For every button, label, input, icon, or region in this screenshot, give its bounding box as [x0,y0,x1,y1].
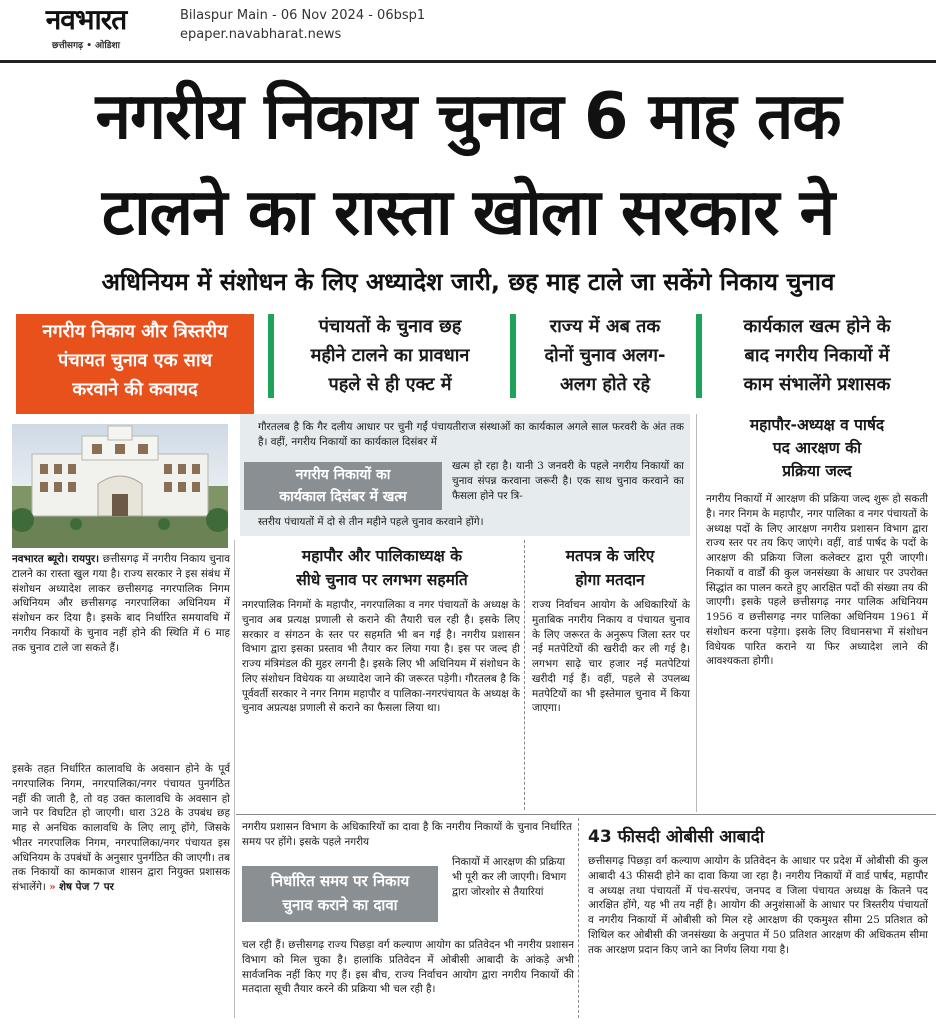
newspaper-logo [6,4,166,54]
info-box-text: खत्म हो रहा है। यानी 3 जनवरी के पहले नगरीय निकायों का चुनाव संपन्न करवाना जरूरी है। एक साथ चुनाव करवाने का फैसला होने पर त्रि- [452,460,684,502]
mayor-story-heading [244,544,520,594]
logo-subtitle: छत्तीसगढ़ • ओडिशा [52,41,120,51]
highlight-line: पहले से ही एक्ट में [328,374,452,395]
highlight-line: महीने टालने का प्रावधान [310,345,470,366]
section-divider [236,814,936,815]
obc-story-body: छत्तीसगढ़ पिछड़ा वर्ग कल्याण आयोग के प्रतिवेदन के आधार पर प्रदेश में ओबीसी की कुल आबादी 43 फीसदी होने का दावा किया जा रहा है। नगरीय निकायों में वार्ड पार्षद, महापौर व अध्यक्ष तथा पंचायतों में पंच-सरपंच, जनपद व जिला पंचायत अध्यक्ष के कितने पद आरक्षित होंगे, यह भी तय नहीं है। आयोग की अनुशंसाओं के आधार पर त्रिस्तरीय पंचायतों व नगरीय निकायों में ओबीसी को मिल रहे आरक्षण की एकमुश्त सीमा 25 प्रतिशत को शिथिल कर ओबीसी की जनसंख्या के अनुपात में 50 प्रतिशत आरक्षण की अधिकतम सीमा तक आरक्षण प्रदान किए जाने का निर्णय लिया गया है। [588,855,928,956]
headline-line-1: नगरीय निकाय चुनाव 6 माह तक [95,80,841,154]
main-story-text: छत्तीसगढ़ में नगरीय निकाय चुनाव टालने का रास्ता खुल गया है। राज्य सरकार ने इस संबंध में संशोधन अध्यादेश लाकर छत्तीसगढ़ नगरपालिक निगम अधिनियम और छत्तीसगढ़ नगरपालिका अधिनियम में संशोधन कर दिया है। इसके बाद निर्धारित समयावधि में नगरीय निकायों के चुनाव नहीं होने की स्थिति में 6 माह तक चुनाव टाले जा सकते हैं। [12,553,230,654]
highlight-line: पंचायतों के चुनाव छह [318,316,462,337]
byline: नवभारत ब्यूरो। रायपुर। [12,553,100,565]
column-divider [578,818,579,1018]
highlight-line: बाद नगरीय निकायों में [744,345,890,366]
continue-arrow-icon: » [49,881,56,894]
obc-story-heading: 43 फीसदी ओबीसी आबादी [588,827,765,847]
logo-text: नवभारत [45,3,127,36]
highlight-item-1 [278,312,502,402]
edition-line: Bilaspur Main - 06 Nov 2024 - 06bsp1 [180,8,426,23]
highlight-item-3 [706,312,928,402]
main-story-text: इसके तहत निर्धारित कालावधि के अवसान होने के पूर्व नगरपालिक निगम, नगरपालिका/नगर पंचायत पुनर्गठित नहीं की जाती है, तो वह उक्त कालावधि के अवसान हो जाने पर विघटित हो जाएगी। धारा 328 के उपबंध छह माह से अनधिक कालावधि के लिए लागू होंगे, जिसके भीतर नगरपालिक निगम, नगरपालिका/नगर पंचायत इस अधिनियम के उपबंधों के अनुसार पुनर्गठित की जाएगी। तब तक निकायों का कामकाज शासन द्वारा नियुक्त प्रशासक संभालेंगे। [12,763,230,894]
highlight-line: कार्यकाल खत्म होने के [743,316,891,337]
headline-line-2: टालने का रास्ता खोला सरकार ने [101,176,835,250]
heading-line: प्रक्रिया जल्द [782,462,852,480]
highlight-line: अलग होते रहे [559,374,651,395]
highlight-line: काम संभालेंगे प्रशासक [743,374,891,395]
highlight-orange-line: करवाने की कवायद [72,379,198,400]
highlight-line: दोनों चुनाव अलग- [544,345,666,366]
column-divider [696,414,697,812]
info-box-text: स्तरीय पंचायतों में दो से तीन महीने पहले चुनाव करवाने होंगे। [258,516,484,528]
masthead-divider [0,60,936,63]
masthead [0,0,936,56]
heading-line: पद आरक्षण की [772,439,862,457]
main-story-paragraph [12,762,230,1018]
highlight-orange-box [16,314,254,414]
schedule-story-intro: नगरीय प्रशासन विभाग के अधिकारियों का दावा है कि नगरीय निकायों के चुनाव निर्धारित समय पर होंगे। इसके पहले नगरीय [242,821,572,848]
mayor-story-body: नगरपालिक निगमों के महापौर, नगरपालिका व नगर पंचायतों के अध्यक्ष के चुनाव अब प्रत्यक्ष प्रणाली से कराने की तैयारी चल रही है। इसके लिए सरकार व संगठन के स्तर पर सहमति भी बन गई है। नगरीय प्रशासन विभाग द्वारा इसका प्रस्ताव भी तैयार कर लिया गया है। इस पर जल्द ही राज्य मंत्रिमंडल की मुहर लगनी है। इसके लिए भी अधिनियम में संशोधन के लिए संशोधन विधेयक या अध्यादेश जाने की जरूरत पड़ेगी। गौरतलब है कि पूर्ववर्ती सरकार ने नगर निगम महापौर व पालिका-नगरपंचायत के अध्यक्ष के चुनाव अप्रत्यक्ष प्रणाली से कराने का फैसला लिया था। [242,599,520,715]
heading-line: मतपत्र के जरिए [565,547,655,565]
heading-line: महापौर और पालिकाध्यक्ष के [301,547,463,565]
highlight-orange-line: पंचायत चुनाव एक साथ [57,350,212,371]
highlight-line: राज्य में अब तक [549,316,661,337]
ballot-story-heading [530,544,690,594]
highlight-accent-bar [268,314,274,398]
column-divider [524,540,525,810]
edition-url: epaper.navabharat.news [180,27,342,42]
reservation-body: नगरीय निकायों में आरक्षण की प्रक्रिया जल्द शुरू हो सकती है। नगर निगम के महापौर, नगर पालिका व नगर पंचायतों के अध्यक्ष पदों के लिए आरक्षण नगरीय प्रशासन विभाग द्वारा राज्य स्तर पर तय किए जाएंगे। वहीं, वार्ड पार्षद के पदों के आरक्षण की प्रक्रिया जिला कलेक्टर द्वारा पूरी जाएगी। निकायों व वार्डों की कुल जनसंख्या के आधार पर उपरोक्त सिद्धांत का पालन करते हुए आरक्षित पदों की संख्या तय की जाएगी। इसके पहले छत्तीसगढ़ नगर पालिक अधिनियम 1956 व छत्तीसगढ़ नगर पालिका अधिनियम 1961 में संशोधन करना पड़ेगा। इसके लिए विधानसभा में संशोधन विधेयक पारित कराने या फिर अध्यादेश लाने की आवश्यकता होगी। [706,493,928,668]
schedule-story-side: निकायों में आरक्षण की प्रक्रिया भी पूरी कर ली जाएगी। विभाग द्वारा जोरशोर से तैयारियां [452,856,567,898]
building-photo [12,424,228,548]
building-illustration [12,424,228,548]
info-box-text: गौरतलब है कि गैर दलीय आधार पर चुनी गईं पंचायतीराज संस्थाओं का कार्यकाल अगले साल फरवरी के अंत तक है। वहीं, नगरीय निकायों का कार्यकाल दिसंबर में [258,421,684,448]
ballot-story-body: राज्य निर्वाचन आयोग के अधिकारियों के मुताबिक नगरीय निकाय व पंचायत चुनाव के लिए जरूरत के अनुरूप जिला स्तर पर नई मतपेटियों की खरीदी कर ली गई है। लगभग साढ़े चार हजार नई मतपेटियां खरीदी गई हैं। वहीं, पहले से उपलब्ध मतपेटियों का भी इस्तेमाल चुनाव में किया जाएगा। [532,599,690,715]
heading-line: होगा मतदान [575,571,645,589]
subheadline: अधिनियम में संशोधन के लिए अध्यादेश जारी, छह माह टाले जा सकेंगे निकाय चुनाव [101,268,835,296]
info-box-label-line: कार्यकाल दिसंबर में खत्म [279,489,407,505]
highlight-accent-bar [510,314,516,398]
info-box-label-line: नगरीय निकायों का [295,467,391,483]
heading-line: सीधे चुनाव पर लगभग सहमति [296,571,468,589]
column-divider [234,540,235,1018]
main-story-paragraph [12,552,230,762]
label-line: चुनाव कराने का दावा [282,896,398,914]
highlight-accent-bar [696,314,702,398]
info-box-label [244,462,442,510]
reservation-heading [704,414,930,488]
label-line: निर्धारित समय पर निकाय [270,872,410,890]
highlight-orange-line: नगरीय निकाय और त्रिस्तरीय [42,321,228,342]
continue-note: शेष पेज 7 पर [58,881,114,894]
schedule-story-label [242,866,438,922]
heading-line: महापौर-अध्यक्ष व पार्षद [749,416,885,434]
highlight-item-2 [520,312,690,402]
schedule-story-body: चल रही हैं। छत्तीसगढ़ राज्य पिछड़ा वर्ग कल्याण आयोग का प्रतिवेदन भी नगरीय प्रशासन विभाग को मिल चुका है। हालांकि प्रतिवेदन में ओबीसी आबादी के आंकड़े अभी सार्वजनिक नहीं किए गए हैं। इस बीच, राज्य निर्वाचन आयोग द्वारा नगरीय निकायों की मतदाता सूची तैयार करने की प्रक्रिया भी चल रही है। [242,939,574,996]
